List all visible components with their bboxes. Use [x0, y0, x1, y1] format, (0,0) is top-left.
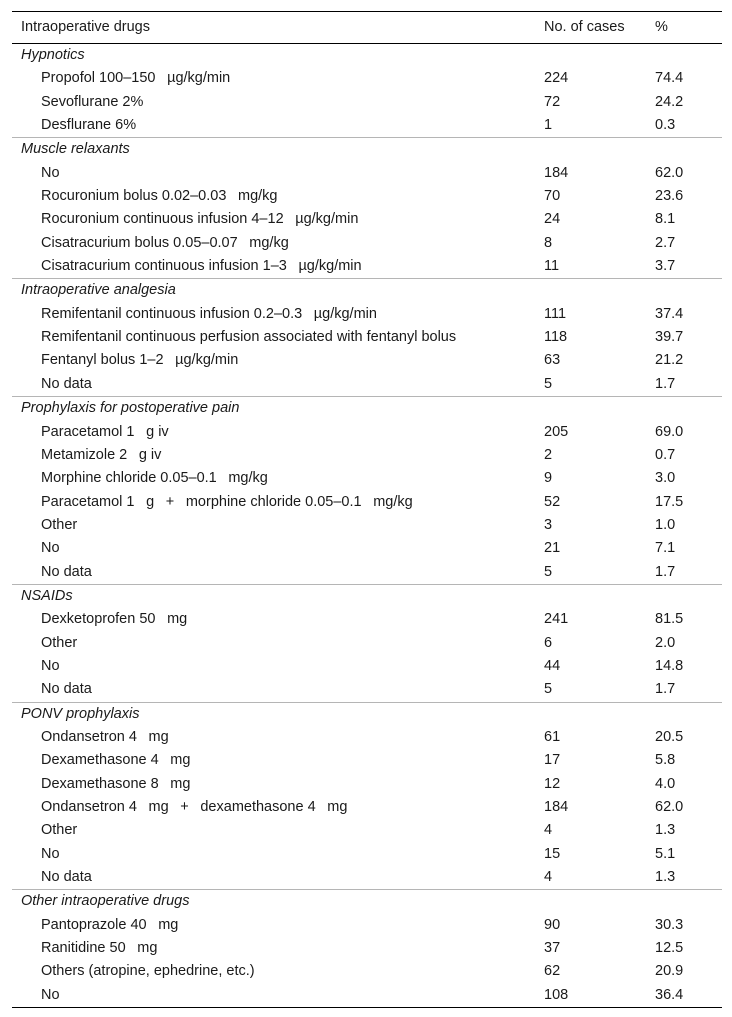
case-count: 118 [544, 329, 568, 346]
case-count: 12 [544, 775, 561, 792]
table-row [12, 255, 722, 278]
table-row [12, 514, 722, 537]
drugs-table [12, 11, 722, 1008]
case-count: 205 [544, 423, 569, 440]
table-row [12, 232, 722, 255]
percentage: 20.9 [655, 963, 684, 980]
percentage: 20.5 [655, 728, 684, 745]
table-row [12, 866, 722, 889]
drug-name: No [41, 164, 60, 181]
case-count: 15 [544, 845, 561, 862]
case-count: 224 [544, 70, 569, 87]
table-row [12, 819, 722, 842]
drug-name: No [41, 986, 60, 1003]
case-count: 241 [544, 611, 569, 628]
drug-name: Paracetamol 1 g iv [41, 423, 169, 440]
case-count: 44 [544, 657, 561, 674]
case-count: 8 [544, 234, 553, 251]
drug-name: No [41, 540, 60, 557]
percentage: 30.3 [655, 916, 684, 933]
table-row [12, 678, 722, 701]
percentage: 62.0 [655, 164, 684, 181]
header-pct: % [655, 19, 668, 35]
case-count: 4 [544, 869, 553, 886]
case-count: 72 [544, 93, 561, 110]
case-count: 11 [544, 258, 560, 275]
case-count: 9 [544, 470, 553, 487]
percentage: 62.0 [655, 799, 684, 815]
percentage: 74.4 [655, 70, 684, 87]
table-row [12, 91, 722, 114]
section-row [12, 44, 722, 67]
drug-name: Ranitidine 50 mg [41, 940, 158, 957]
case-count: 2 [544, 446, 553, 463]
percentage: 5.8 [655, 752, 676, 769]
table-row [12, 467, 722, 490]
table-row [12, 984, 722, 1007]
table-row [12, 349, 722, 372]
section-row [12, 702, 722, 726]
section-title: Hypnotics [21, 47, 85, 63]
percentage: 3.7 [655, 258, 676, 275]
section-title: Prophylaxis for postoperative pain [21, 400, 240, 417]
percentage: 36.4 [655, 986, 684, 1003]
percentage: 0.3 [655, 117, 676, 134]
table-row [12, 773, 722, 796]
section-title: Other intraoperative drugs [21, 893, 190, 910]
percentage: 2.0 [655, 634, 676, 651]
case-count: 6 [544, 634, 553, 651]
table-body [12, 44, 722, 1007]
section-row [12, 889, 722, 913]
case-count: 1 [544, 117, 553, 134]
drug-name: No data [41, 563, 92, 580]
drug-name: Pantoprazole 40 mg [41, 916, 179, 933]
percentage: 17.5 [655, 493, 684, 510]
table-row [12, 326, 722, 349]
drug-name: No [41, 657, 60, 674]
case-count: 70 [544, 188, 561, 205]
case-count: 184 [544, 799, 569, 815]
percentage: 39.7 [655, 329, 684, 346]
table-row [12, 608, 722, 631]
table-row [12, 491, 722, 514]
case-count: 4 [544, 822, 553, 839]
header-drug: Intraoperative drugs [21, 19, 150, 35]
drug-name: Cisatracurium bolus 0.05–0.07 mg/kg [41, 234, 289, 251]
table-row [12, 749, 722, 772]
percentage: 3.0 [655, 470, 676, 487]
case-count: 63 [544, 352, 561, 369]
case-count: 3 [544, 516, 553, 533]
section-row [12, 396, 722, 420]
percentage: 69.0 [655, 423, 684, 440]
case-count: 61 [544, 728, 561, 745]
drug-name: No data [41, 869, 92, 886]
percentage: 1.7 [655, 681, 676, 698]
header-cases: No. of cases [544, 19, 625, 35]
drug-name: Other [41, 634, 78, 651]
percentage: 12.5 [655, 940, 684, 957]
drug-name: Cisatracurium continuous infusion 1–3 µg/kg/min [41, 258, 362, 275]
drug-name: No data [41, 681, 92, 698]
drug-name: Desflurane 6% [41, 117, 137, 134]
table-row [12, 796, 722, 819]
case-count: 184 [544, 164, 569, 181]
case-count: 52 [544, 493, 561, 510]
case-count: 17 [544, 752, 561, 769]
percentage: 1.3 [655, 822, 676, 839]
percentage: 1.3 [655, 869, 676, 886]
table-row [12, 937, 722, 960]
percentage: 1.7 [655, 563, 676, 580]
table-header [12, 12, 722, 44]
percentage: 37.4 [655, 305, 684, 322]
drug-name: Morphine chloride 0.05–0.1 mg/kg [41, 470, 268, 487]
drug-name: Remifentanil continuous perfusion associated with fentanyl bolus [41, 329, 457, 346]
case-count: 62 [544, 963, 561, 980]
drug-name: No data [41, 375, 92, 392]
drug-name: No [41, 845, 60, 862]
percentage: 4.0 [655, 775, 676, 792]
section-row [12, 137, 722, 161]
case-count: 90 [544, 916, 561, 933]
table-row [12, 373, 722, 396]
case-count: 5 [544, 681, 553, 698]
section-title: Intraoperative analgesia [21, 282, 176, 299]
table-row [12, 561, 722, 584]
table-row [12, 537, 722, 560]
drug-name: Others (atropine, ephedrine, etc.) [41, 963, 255, 980]
case-count: 24 [544, 211, 561, 228]
drug-name: Metamizole 2 g iv [41, 446, 162, 463]
drug-name: Paracetamol 1 g + morphine chloride 0.05–0.1 mg/kg [41, 493, 413, 510]
drug-name: Propofol 100–150 µg/kg/min [41, 70, 231, 87]
table-row [12, 67, 722, 90]
table-row [12, 655, 722, 678]
table-row [12, 114, 722, 137]
section-row [12, 278, 722, 302]
table-row [12, 726, 722, 749]
percentage: 21.2 [655, 352, 684, 369]
percentage: 1.0 [655, 516, 676, 533]
case-count: 21 [544, 540, 561, 557]
percentage: 7.1 [655, 540, 676, 557]
drug-name: Sevoflurane 2% [41, 93, 144, 110]
section-row [12, 584, 722, 608]
drug-name: Rocuronium bolus 0.02–0.03 mg/kg [41, 188, 278, 205]
table-row [12, 185, 722, 208]
case-count: 37 [544, 940, 561, 957]
percentage: 5.1 [655, 845, 676, 862]
table-row [12, 960, 722, 983]
drug-name: Remifentanil continuous infusion 0.2–0.3 µg/kg/min [41, 305, 377, 322]
case-count: 111 [544, 305, 567, 322]
percentage: 2.7 [655, 234, 676, 251]
table-row [12, 421, 722, 444]
percentage: 23.6 [655, 188, 684, 205]
drug-name: Ondansetron 4 mg [41, 728, 169, 745]
table-row [12, 303, 722, 326]
case-count: 5 [544, 563, 553, 580]
case-count: 5 [544, 375, 553, 392]
percentage: 0.7 [655, 446, 676, 463]
percentage: 8.1 [655, 211, 676, 228]
drug-name: Fentanyl bolus 1–2 µg/kg/min [41, 352, 239, 369]
table-row [12, 914, 722, 937]
percentage: 1.7 [655, 375, 676, 392]
table-row [12, 162, 722, 185]
case-count: 108 [544, 986, 569, 1003]
table-row [12, 208, 722, 231]
drug-name: Ondansetron 4 mg + dexamethasone 4 mg [41, 799, 348, 815]
percentage: 81.5 [655, 611, 684, 628]
drug-name: Other [41, 516, 78, 533]
section-title: NSAIDs [21, 587, 73, 604]
drug-name: Dexamethasone 8 mg [41, 775, 191, 792]
percentage: 14.8 [655, 657, 684, 674]
table-row [12, 444, 722, 467]
percentage: 24.2 [655, 93, 684, 110]
drug-name: Dexamethasone 4 mg [41, 752, 191, 769]
drug-name: Other [41, 822, 78, 839]
table-row [12, 843, 722, 866]
drug-name: Dexketoprofen 50 mg [41, 611, 188, 628]
drug-name: Rocuronium continuous infusion 4–12 µg/kg/min [41, 211, 359, 228]
section-title: PONV prophylaxis [21, 705, 140, 722]
table-row [12, 632, 722, 655]
section-title: Muscle relaxants [21, 141, 130, 158]
